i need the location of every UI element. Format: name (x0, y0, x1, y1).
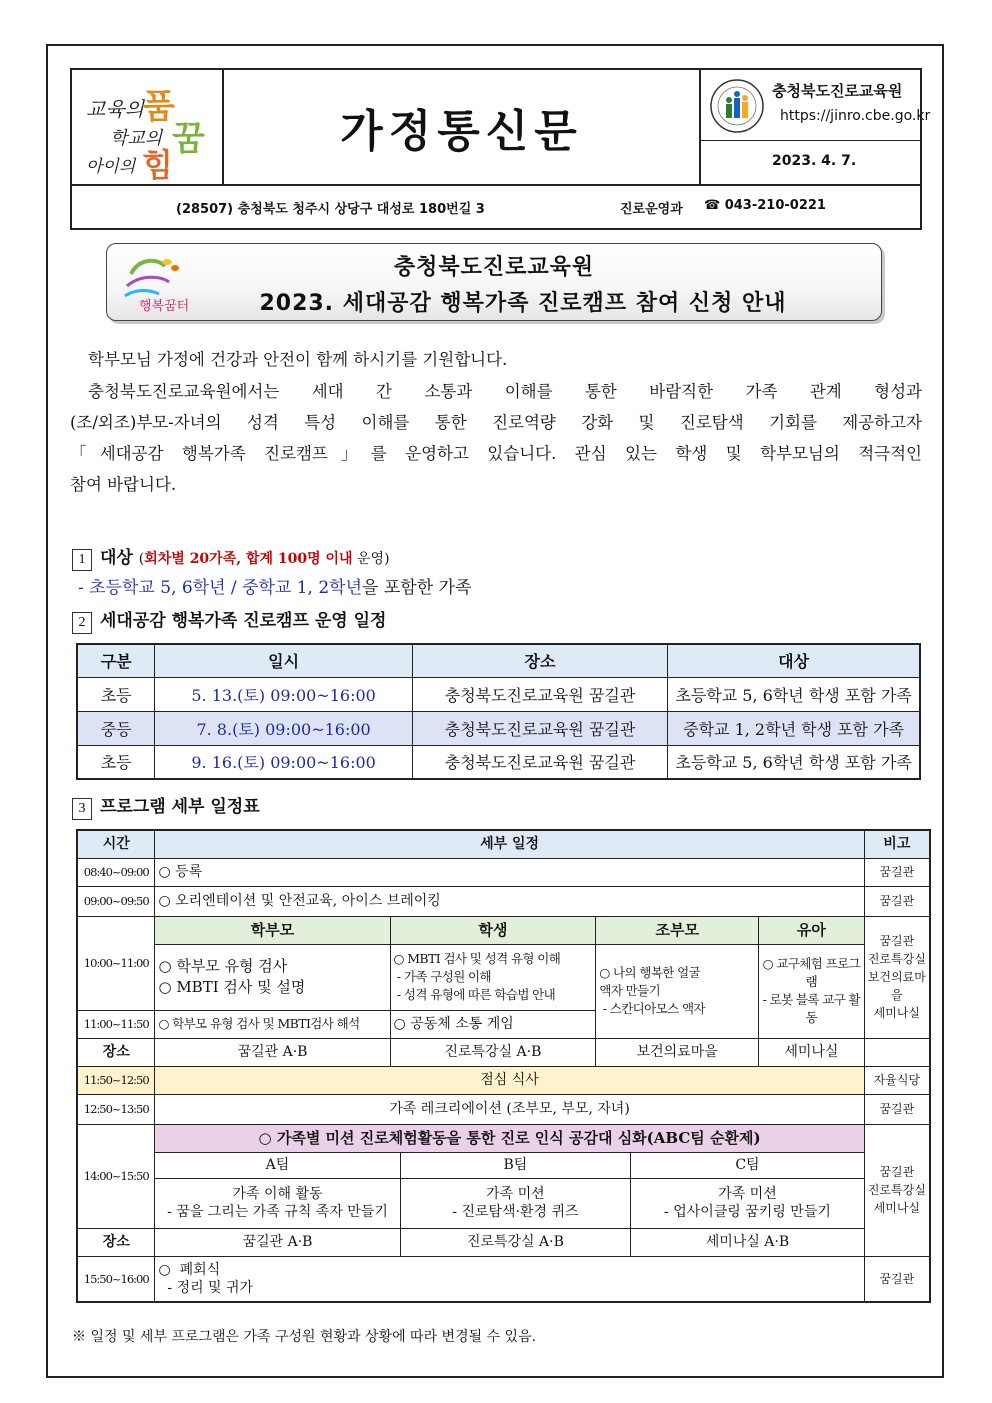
title-banner (106, 243, 882, 321)
table-row: 초등 9. 16.(토) 09:00~16:00 충청북도진로교육원 꿈길관 초등학교 5, 6학년 학생 포함 가족 (77, 745, 920, 779)
address: (28507) 충청북도 청주시 상당구 대성로 180번길 3 (176, 202, 485, 217)
table-row: 중등 7. 8.(토) 09:00~16:00 충청북도진로교육원 꿈길관 중학교 1, 2학년 학생 포함 가족 (77, 711, 920, 745)
institution-seal-icon (709, 78, 765, 134)
camp-schedule-table (76, 643, 921, 780)
greeting-paragraph: 학부모님 가정에 건강과 안전이 함께 하시기를 기원합니다. (88, 350, 508, 369)
table-header-row: 구분 일시 장소 대상 (77, 644, 920, 677)
intro-line-2: (조/외조)부모-자녀의 성격 특성 이해를 통한 진로역량 강화 및 진로탐색 기회를 제공하고자 (70, 413, 922, 432)
intro-paragraph (70, 376, 922, 500)
table-row: 08:40~09:00 ○ 등록 꿈길관 (77, 858, 930, 886)
banner-org: 충청북도진로교육원 (393, 255, 595, 280)
table-row: ○ 학부모 유형 검사 ○ MBTI 검사 및 설명 ○ MBTI 검사 및 성격 유형 이해 - 가족 구성원 이해 - 성격 유형에 따른 학습법 안내 ○ 나의 행복한 얼굴 액자 만들기 - 스칸디아모스 액자 ○ 교구체험 프로그램 - 로봇 블록 교구 활동 (77, 944, 930, 1010)
section-program-heading: 3 프로그램 세부 일정표 (72, 792, 260, 820)
document-title: 가정통신문 (340, 106, 583, 157)
org-name: 충청북도진로교육원 (772, 82, 903, 100)
section-number: 1 (72, 549, 92, 571)
table-row: 12:50~13:50 가족 레크리에이션 (조부모, 부모, 자녀) 꿈길관 (77, 1094, 930, 1124)
team-header-row: A팀 B팀 C팀 (77, 1152, 930, 1178)
lunch-row: 11:50~12:50 점심 식사 자율식당 (77, 1066, 930, 1094)
intro-line-3: 「세대공감 행복가족 진로캠프」를 운영하고 있습니다. 관심 있는 학생 및 학부모님의 적극적인 (70, 444, 922, 463)
footnote: ※ 일정 및 세부 프로그램은 가족 구성원 현황과 상황에 따라 변경될 수 있음. (72, 1329, 537, 1345)
svg-text:품: 품 (142, 87, 175, 127)
svg-text:꿈: 꿈 (172, 119, 205, 159)
svg-text:아이의: 아이의 (86, 157, 136, 177)
table-row: 15:50~16:00 ○ 폐회식 - 정리 및 귀가 꿈길관 (77, 1256, 930, 1302)
website-url[interactable]: https://jinro.cbe.go.kr (780, 108, 931, 124)
table-row: 09:00~09:50 ○ 오리엔테이션 및 안전교육, 아이스 브레이킹 꿈길관 (77, 886, 930, 916)
svg-text:교육의: 교육의 (86, 97, 144, 121)
banner-logo-text: 행복꿈터 (139, 299, 190, 314)
place-row: 장소 꿈길관 A·B 진로특강실 A·B 세미나실 A·B (77, 1228, 930, 1256)
table-header-row: 시간 세부 일정 비고 (77, 830, 930, 858)
table-row: 11:00~11:50 ○ 학부모 유형 검사 및 MBTI검사 해석 ○ 공동체 소통 게임 (77, 1010, 930, 1038)
program-detail-table (76, 829, 931, 1303)
table-row: 가족 이해 활동 - 꿈을 그리는 가족 규칙 족자 만들기 가족 미션 - 진로탐색·환경 퀴즈 가족 미션 - 업사이클링 꿈키링 만들기 (77, 1178, 930, 1228)
target-grades: 초등학교 5, 6학년 / 중학교 1, 2학년 (89, 578, 363, 598)
education-slogan-logo (80, 76, 220, 180)
section-schedule-heading: 2 세대공감 행복가족 진로캠프 운영 일정 (72, 606, 386, 634)
group-header-row: 10:00~11:00 학부모 학생 조부모 유아 꿈길관 진로특강실 보건의료마을 세미나실 (77, 916, 930, 944)
phone-number: ☎ 043-210-0221 (704, 198, 826, 213)
letter-header (70, 68, 931, 230)
target-line: - 초등학교 5, 6학년 / 중학교 1, 2학년을 포함한 가족 (78, 578, 472, 598)
section-target-heading: 1 대상 (회차별 20가족, 합계 100명 이내 운영) (72, 543, 390, 571)
svg-text:힘: 힘 (142, 146, 173, 180)
department: 진로운영과 (620, 202, 683, 217)
intro-line-4: 참여 바랍니다. (70, 475, 177, 494)
place-row: 장소 꿈길관 A·B 진로특강실 A·B 보건의료마을 세미나실 (77, 1038, 930, 1066)
issue-date: 2023. 4. 7. (772, 153, 857, 169)
mission-header-row: 14:00~15:50 ○ 가족별 미션 진로체험활동을 통한 진로 인식 공감대 심화(ABC팀 순환제) 꿈길관 진로특강실 세미나실 (77, 1124, 930, 1152)
table-row: 초등 5. 13.(토) 09:00~16:00 충청북도진로교육원 꿈길관 초등학교 5, 6학년 학생 포함 가족 (77, 677, 920, 711)
intro-line-1: 충청북도진로교육원에서는 세대 간 소통과 이해를 통한 바람직한 가족 관계 형성과 (88, 382, 922, 401)
capacity-note: 회차별 20가족, 합계 100명 이내 (144, 551, 353, 567)
banner-title: 2023. 세대공감 행복가족 진로캠프 참여 신청 안내 (259, 291, 787, 316)
svg-text:학교의: 학교의 (110, 128, 163, 149)
